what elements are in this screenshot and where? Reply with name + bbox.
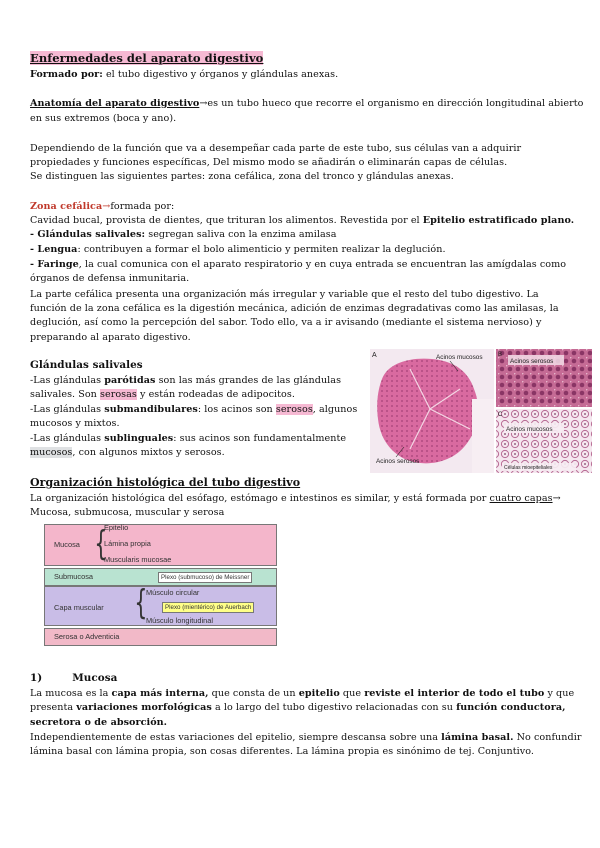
gland-lobule: [377, 359, 478, 464]
zona-paragraph: función de la zona cefálica es la digestión mecánica, adición de enzimas degradativas como las amilasas, la: [30, 303, 559, 314]
label-acinos-mucosos: Acinos mucosos: [436, 354, 483, 361]
label-acinos-serosos-b: Acinos serosos: [510, 358, 554, 365]
zona-paragraph: deglución, así como la percepción del sabor. Todo ello, va a ir avisando (mediante el sistema nervioso) y: [30, 317, 542, 328]
plexo-meissner: Plexo (submucoso) de Meissner: [158, 572, 252, 583]
page-title: Enfermedades del aparato digestivo: [30, 51, 264, 65]
label-capa-muscular: Capa muscular: [54, 603, 104, 612]
zona-faringe: - Faringe, la cual comunica con el aparato respiratorio y en cuya entrada se encuentran las amígdalas como: [30, 259, 567, 270]
label-serosa: Serosa o Adventicia: [54, 632, 120, 641]
brace-icon: {: [134, 583, 148, 623]
plexo-auerbach: Plexo (mientérico) de Auerbach: [162, 602, 254, 613]
anatomia-line-2: en sus extremos (boca y ano).: [30, 113, 177, 124]
label-acinos-mucosos-c: Acinos mucosos: [506, 426, 553, 433]
salivales-line: mucosos, con algunos mixtos y serosos.: [30, 447, 225, 458]
layers-diagram: [44, 522, 277, 642]
panel-label-b: B: [498, 352, 503, 358]
paragraph-line: Se distinguen las siguientes partes: zona cefálica, zona del tronco y glándulas anexas.: [30, 171, 454, 182]
brace-icon: {: [94, 524, 108, 564]
salivales-line: mucosos y mixtos.: [30, 418, 120, 429]
paragraph-line: Dependiendo de la función que va a desempeñar cada parte de este tubo, sus células van a adquirir: [30, 143, 522, 154]
label-epitelio: Epitelio: [104, 523, 129, 532]
zona-line-1: Cavidad bucal, provista de dientes, que trituran los alimentos. Revestida por el Epitelio estratificado plano.: [30, 215, 575, 226]
salivales-line: -Las glándulas submandibulares: los acinos son serosos, algunos: [30, 404, 358, 415]
organizacion-title: Organización histológica del tubo digestivo: [30, 476, 301, 489]
micrograph-svg: [370, 349, 592, 473]
salivales-line: salivales. Son serosas y están rodeadas de adipocitos.: [30, 389, 295, 400]
label-mucosa: Mucosa: [54, 540, 80, 549]
organizacion-line-1: La organización histológica del esófago, estómago e intestinos es similar, y está formada por cuatro capas→: [30, 493, 561, 504]
intro-line: Formado por: el tubo digestivo y órganos y glándulas anexas.: [30, 69, 339, 80]
label-celulas: Células mioepiteliales: [504, 465, 553, 471]
zona-heading: Zona cefálica→formada por:: [30, 201, 175, 212]
panel-label-a: A: [372, 352, 377, 359]
label-lamina-propia: Lámina propia: [104, 539, 151, 548]
mucosa-line: lámina basal con lámina propia, son cosas diferentes. La lámina propia es sinónimo de tej. Conjuntivo.: [30, 746, 534, 757]
anatomia-line-1: Anatomía del aparato digestivo→es un tubo hueco que recorre el organismo en dirección longitudinal abierto: [30, 98, 584, 109]
zona-faringe-2: órganos de defensa inmunitaria.: [30, 273, 190, 284]
mucosa-line: La mucosa es la capa más interna, que consta de un epitelio que reviste el interior de todo el tubo y que: [30, 688, 575, 699]
panel-label-c: C: [498, 412, 503, 418]
zona-glandulas: - Glándulas salivales: segregan saliva con la enzima amilasa: [30, 229, 337, 240]
zona-lengua: - Lengua: contribuyen a formar el bolo alimenticio y permiten realizar la deglución.: [30, 244, 446, 255]
label-acinos-serosos: Acinos serosos: [376, 458, 420, 465]
mucosa-line: Independientemente de estas variaciones del epitelio, siempre descansa sobre una lámina basal. No confundir: [30, 732, 582, 743]
mucosa-heading: 1) Mucosa: [30, 672, 118, 684]
salivales-line: -Las glándulas sublinguales: sus acinos son fundamentalmente: [30, 433, 347, 444]
paragraph-line: propiedades y funciones específicas, Del mismo modo se añadirán o eliminarán capas de células.: [30, 157, 508, 168]
salivary-micrograph: [370, 349, 592, 473]
zona-paragraph: La parte cefálica presenta una organización más irregular y variable que el resto del tubo digestivo. La: [30, 289, 539, 300]
label-muscularis: Muscularis mucosae: [104, 555, 172, 564]
label-musculo-longitudinal: Músculo longitudinal: [146, 616, 213, 625]
salivales-title: Glándulas salivales: [30, 359, 143, 371]
mucosa-line: presenta variaciones morfológicas a lo largo del tubo digestivo relacionadas con su función conductora,: [30, 702, 566, 713]
organizacion-line-2: Mucosa, submucosa, muscular y serosa: [30, 507, 225, 518]
zona-paragraph: preparando al aparato digestivo.: [30, 332, 191, 343]
salivales-line: -Las glándulas parótidas son las más grandes de las glándulas: [30, 375, 342, 386]
label-musculo-circular: Músculo circular: [146, 588, 200, 597]
mucosa-line: secretora o de absorción.: [30, 717, 168, 728]
label-submucosa: Submucosa: [54, 572, 94, 581]
